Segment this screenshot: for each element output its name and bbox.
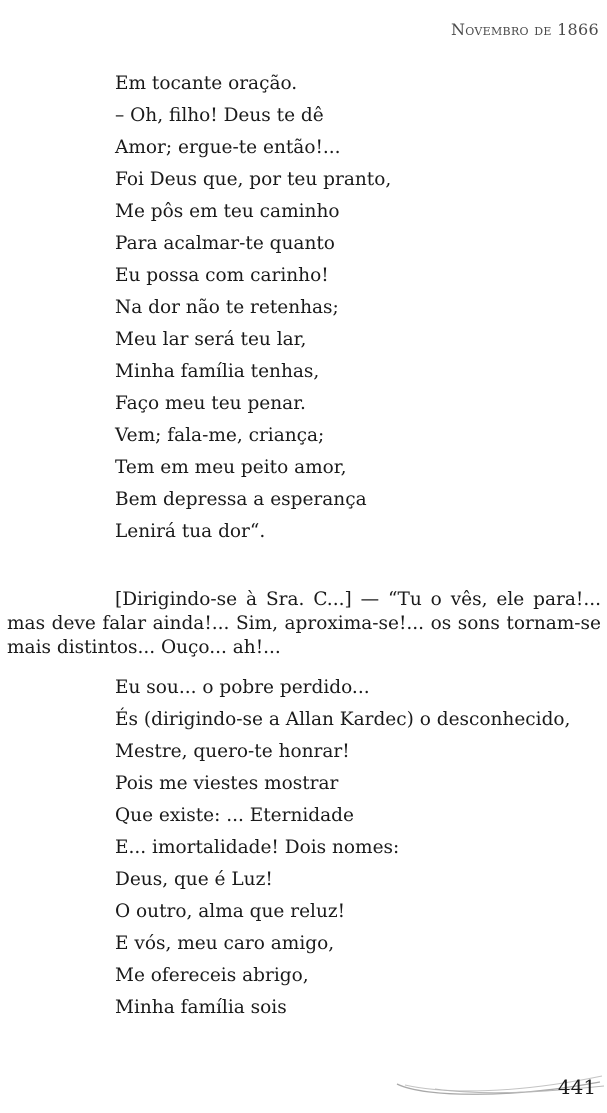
poem-line: Amor; ergue-te então!... [115, 137, 341, 158]
poem-line: És (dirigindo-se a Allan Kardec) o desconhecido, [115, 709, 571, 730]
poem-line: Na dor não te retenhas; [115, 297, 339, 318]
page-number: 441 [557, 1075, 597, 1099]
poem-line: E... imortalidade! Dois nomes: [115, 837, 400, 858]
poem-line: Me pôs em teu caminho [115, 201, 340, 222]
prose-paragraph: [Dirigindo-se à Sra. C...] — “Tu o vês, ele para!... mas deve falar ainda!... Sim, aproxima-se!... os sons tornam-se mais distintos... Ouço... ah!... [7, 588, 601, 658]
poem-line: Lenirá tua dor“. [115, 521, 266, 542]
poem-line: Que existe: ... Eternidade [115, 805, 354, 826]
poem-line: Faço meu teu penar. [115, 393, 306, 414]
poem-line: Pois me viestes mostrar [115, 773, 339, 794]
poem-line: Tem em meu peito amor, [115, 457, 347, 478]
poem-line: Eu sou... o pobre perdido... [115, 677, 370, 698]
poem-stanza-1 [115, 68, 391, 548]
poem-line: Foi Deus que, por teu pranto, [115, 169, 392, 190]
poem-line: Minha família sois [115, 997, 287, 1018]
poem-line: Deus, que é Luz! [115, 869, 273, 890]
poem-line: Bem depressa a esperança [115, 489, 367, 510]
poem-line: Para acalmar-te quanto [115, 233, 335, 254]
poem-line: Me ofereceis abrigo, [115, 965, 309, 986]
poem-line: Mestre, quero-te honrar! [115, 741, 350, 762]
poem-line: – Oh, filho! Deus te dê [115, 105, 324, 126]
running-header: Novembro de 1866 [451, 20, 599, 39]
poem-line: E vós, meu caro amigo, [115, 933, 335, 954]
poem-stanza-2 [115, 672, 570, 1024]
poem-line: Minha família tenhas, [115, 361, 320, 382]
poem-line: O outro, alma que reluz! [115, 901, 346, 922]
poem-line: Vem; fala-me, criança; [115, 425, 325, 446]
poem-line: Eu possa com carinho! [115, 265, 329, 286]
poem-line: Meu lar será teu lar, [115, 329, 307, 350]
poem-line: Em tocante oração. [115, 73, 298, 94]
